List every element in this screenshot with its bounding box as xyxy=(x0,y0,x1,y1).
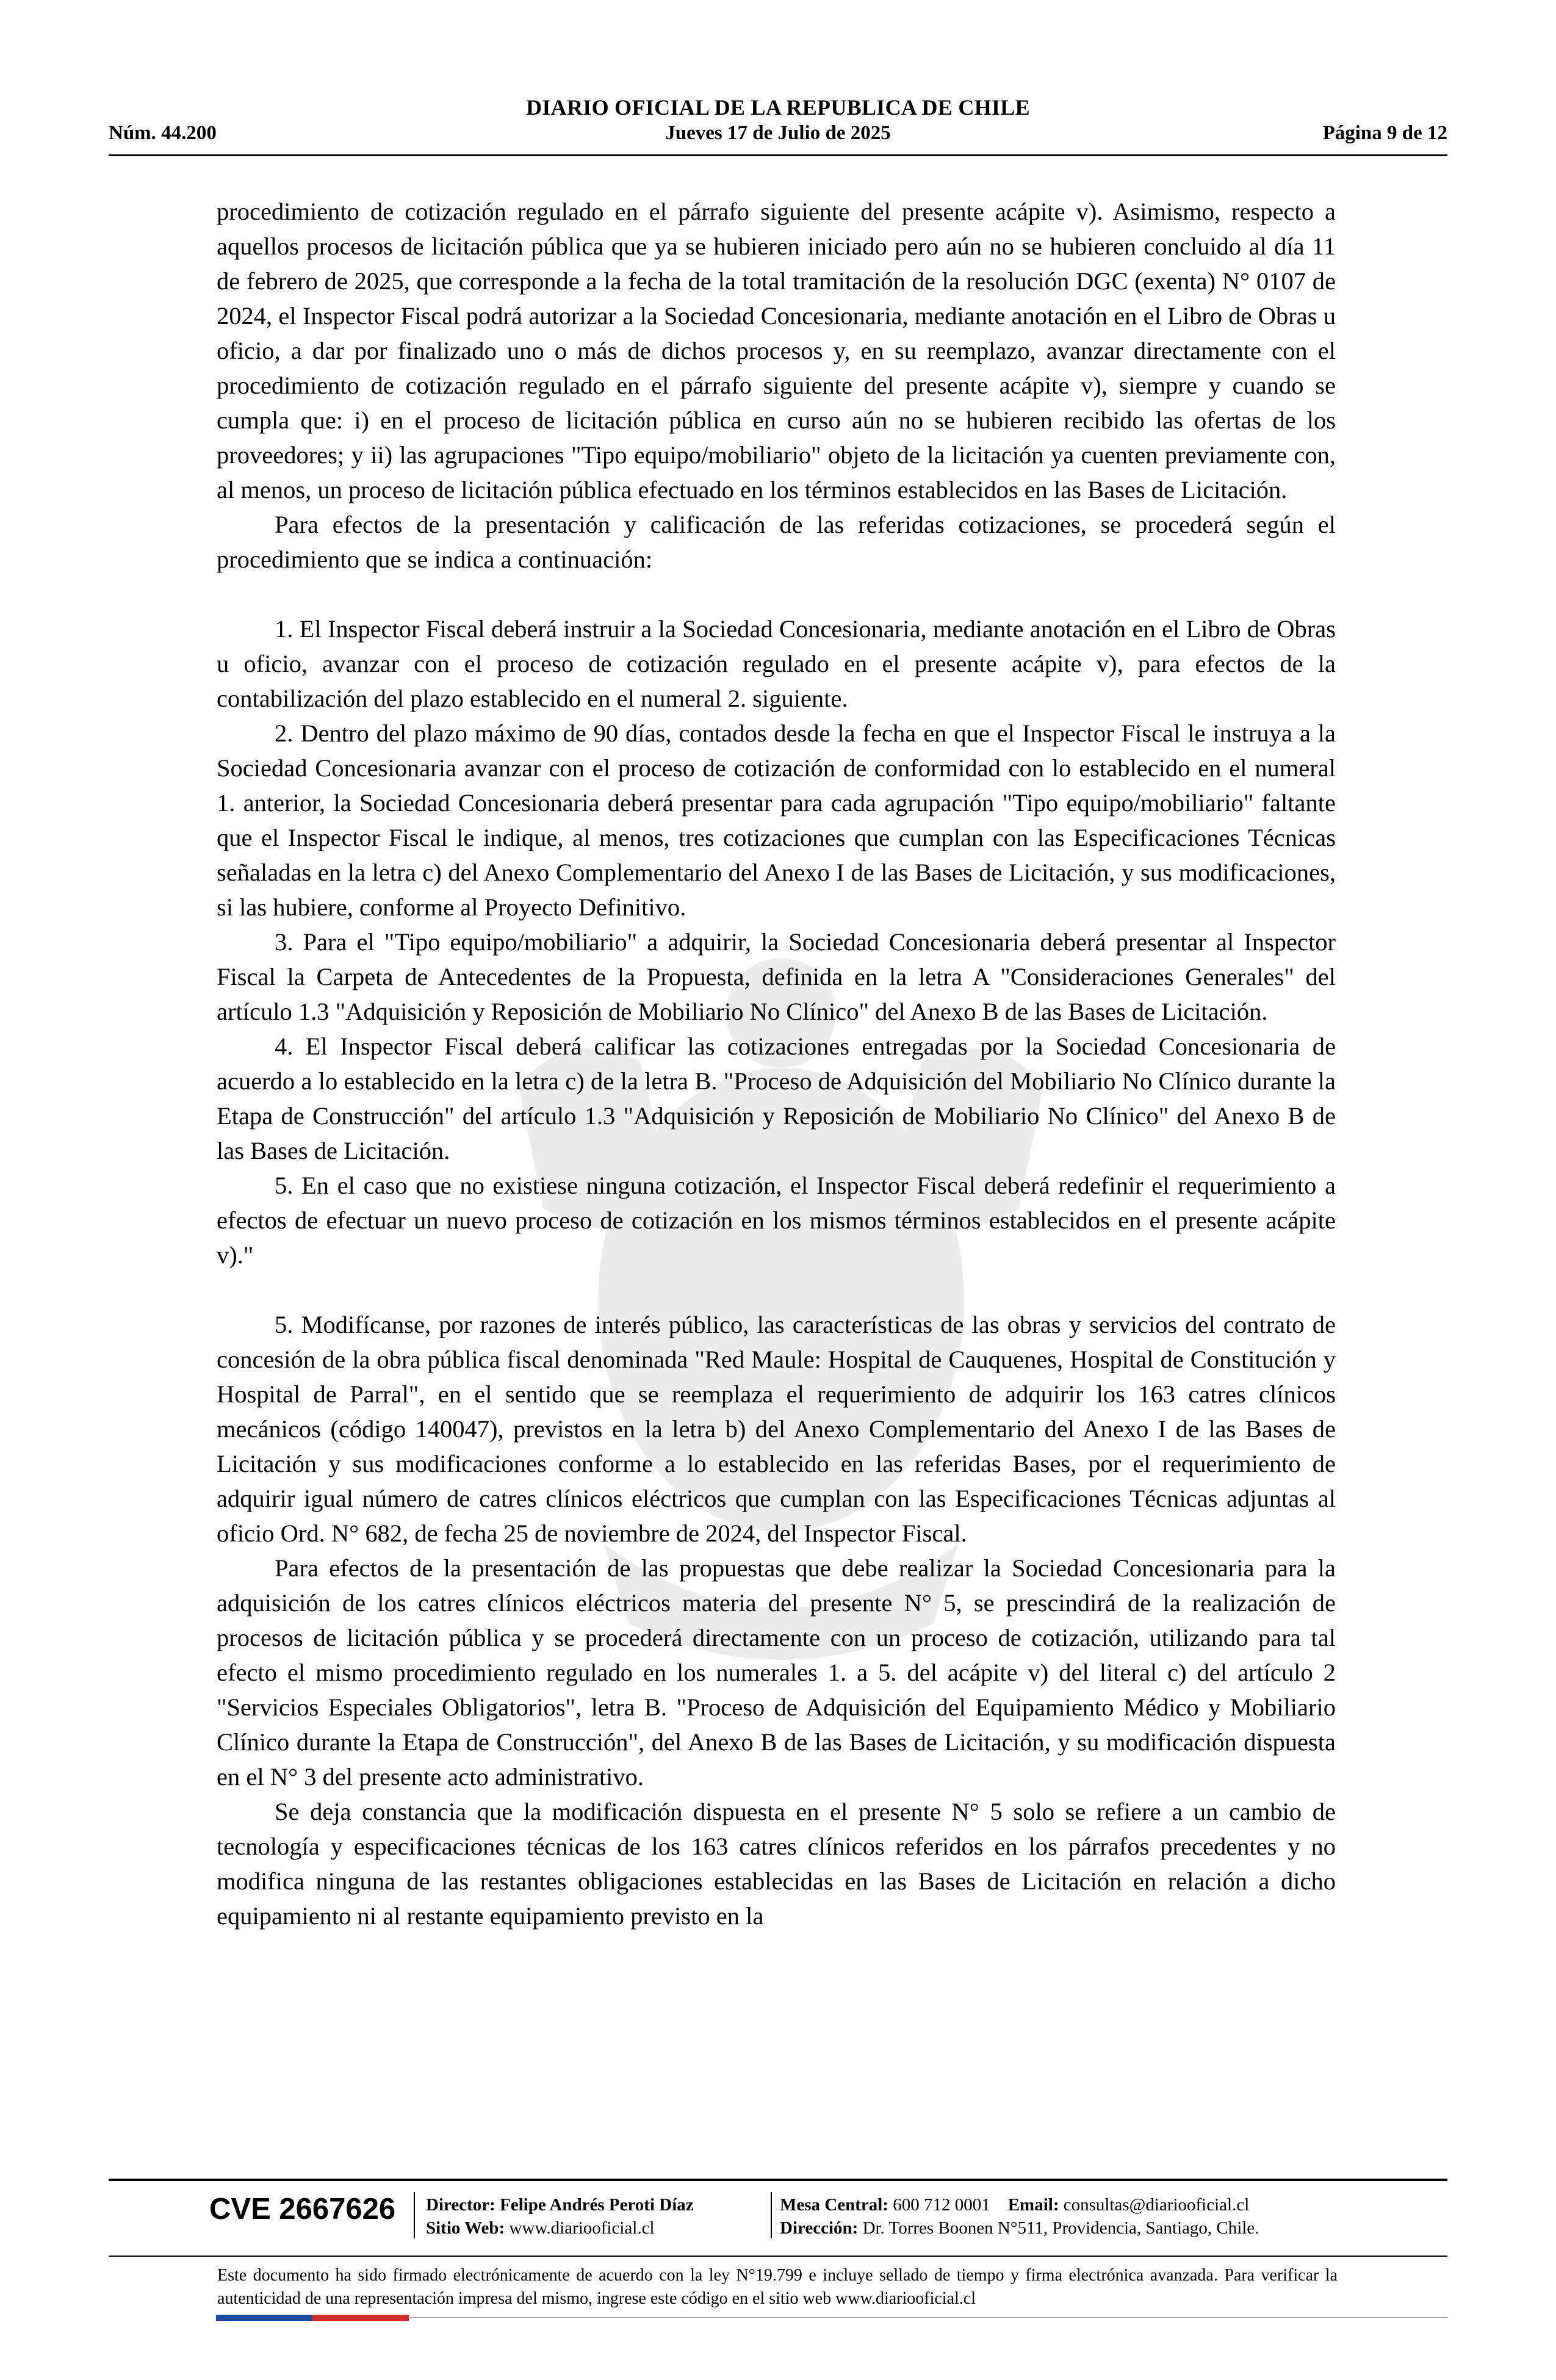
legal-notice: Este documento ha sido firmado electrónicamente de acuerdo con la ley N°19.799 e incluye sellado de tiempo y firma electrónica avanzada. Para verificar la autenticidad de una representación impresa del mismo, ingrese este código en el sitio web www.diariooficial.cl xyxy=(217,2266,1338,2308)
email-link[interactable]: consultas@diariooficial.cl xyxy=(1063,2195,1250,2215)
cve-code: CVE 2667626 xyxy=(209,2193,396,2226)
gazette-title: DIARIO OFICIAL DE LA REPUBLICA DE CHILE xyxy=(526,95,1030,120)
page-number: Página 9 de 12 xyxy=(1322,122,1447,144)
page-header xyxy=(109,95,1447,159)
document-body xyxy=(217,194,1336,1933)
body-paragraph: 5. En el caso que no existiese ninguna cotización, el Inspector Fiscal deberá redefinir el requerimiento a efectos de efectuar un nuevo proceso de cotización en los mismos términos establecidos en el presente acápite v)." xyxy=(217,1172,1336,1269)
body-paragraph: 4. El Inspector Fiscal deberá calificar las cotizaciones entregadas por la Sociedad Concesionaria de acuerdo a lo establecido en la letra c) de la letra B. "Proceso de Adquisición del Mobiliario No Clínico durante la Etapa de Construcción" del artículo 1.3 "Adquisición y Reposición de Mobiliario No Clínico" del Anexo B de las Bases de Licitación. xyxy=(217,1033,1336,1164)
email-label: Email: xyxy=(1007,2195,1059,2215)
footer-mid-rule xyxy=(109,2256,1447,2257)
address-label: Dirección: xyxy=(780,2218,859,2238)
body-paragraph: 1. El Inspector Fiscal deberá instruir a la Sociedad Concesionaria, mediante anotación en el Libro de Obras u oficio, avanzar con el proceso de cotización regulado en el presente acápite v), para efectos de la contabilización del plazo establecido en el numeral 2. siguiente. xyxy=(217,615,1336,712)
footer-separator xyxy=(771,2192,772,2238)
footer-top-rule xyxy=(109,2179,1447,2181)
body-paragraph: 2. Dentro del plazo máximo de 90 días, contados desde la fecha en que el Inspector Fiscal le instruya a la Sociedad Concesionaria avanzar con el proceso de cotización de conformidad con lo establecido en el numeral 1. anterior, la Sociedad Concesionaria deberá presentar para cada agrupación "Tipo equipo/mobiliario" faltante que el Inspector Fiscal le indique, al menos, tres cotizaciones que cumplan con las Especificaciones Técnicas señaladas en la letra c) del Anexo Complementario del Anexo I de las Bases de Licitación, y sus modificaciones, si las hubiere, conforme al Proyecto Definitivo. xyxy=(217,719,1336,921)
footer-director-block xyxy=(426,2193,694,2240)
issue-date: Jueves 17 de Julio de 2025 xyxy=(665,122,891,144)
flag-red-stripe xyxy=(312,2315,409,2321)
body-paragraph: 3. Para el "Tipo equipo/mobiliario" a adquirir, la Sociedad Concesionaria deberá presentar al Inspector Fiscal la Carpeta de Antecedentes de la Propuesta, definida en la letra A "Consideraciones Generales" del artículo 1.3 "Adquisición y Reposición de Mobiliario No Clínico" del Anexo B de las Bases de Licitación. xyxy=(217,928,1336,1025)
header-rule xyxy=(109,154,1447,156)
footer-bottom-rule xyxy=(409,2317,1447,2318)
central-label: Mesa Central: xyxy=(780,2195,888,2215)
chile-flag-bar xyxy=(216,2315,409,2321)
website-link[interactable]: www.diariooficial.cl xyxy=(509,2218,655,2238)
address-text: Dr. Torres Boonen N°511, Providencia, Santiago, Chile. xyxy=(862,2218,1259,2238)
director-label: Director: xyxy=(426,2195,495,2215)
director-name: Felipe Andrés Peroti Díaz xyxy=(500,2195,694,2215)
body-paragraph: Para efectos de la presentación y calificación de las referidas cotizaciones, se procederá según el procedimiento que se indica a continuación: xyxy=(217,511,1336,573)
website-label: Sitio Web: xyxy=(426,2218,505,2238)
body-paragraph: Se deja constancia que la modificación dispuesta en el presente N° 5 solo se refiere a un cambio de tecnología y especificaciones técnicas de los 163 catres clínicos referidos en los párrafos precedentes y no modifica ninguna de las restantes obligaciones establecidas en las Bases de Licitación en relación a dicho equipamiento ni al restante equipamiento previsto en la xyxy=(217,1798,1336,1930)
paragraph-gap xyxy=(217,577,1336,611)
body-paragraph: Para efectos de la presentación de las propuestas que debe realizar la Sociedad Concesionaria para la adquisición de los catres clínicos eléctricos materia del presente N° 5, se prescindirá de la realización de procesos de licitación pública y se procederá directamente con un proceso de cotización, utilizando para tal efecto el mismo procedimiento regulado en los numerales 1. a 5. del acápite v) del literal c) del artículo 2 "Servicios Especiales Obligatorios", letra B. "Proceso de Adquisición del Equipamiento Médico y Mobiliario Clínico durante la Etapa de Construcción", del Anexo B de las Bases de Licitación, y su modificación dispuesta en el N° 3 del presente acto administrativo. xyxy=(217,1554,1336,1790)
central-phone: 600 712 0001 xyxy=(893,2195,990,2215)
body-paragraph: procedimiento de cotización regulado en el párrafo siguiente del presente acápite v). Asimismo, respecto a aquellos procesos de licitación pública que ya se hubieren iniciado pero aún no se hubieren concluido al día 11 de febrero de 2025, que corresponde a la fecha de la total tramitación de la resolución DGC (exenta) N° 0107 de 2024, el Inspector Fiscal podrá autorizar a la Sociedad Concesionaria, mediante anotación en el Libro de Obras u oficio, a dar por finalizado uno o más de dichos procesos y, en su reemplazo, avanzar directamente con el procedimiento de cotización regulado en el párrafo siguiente del presente acápite v), siempre y cuando se cumpla que: i) en el proceso de licitación pública en curso aún no se hubieren recibido las ofertas de los proveedores; y ii) las agrupaciones "Tipo equipo/mobiliario" objeto de la licitación ya cuenten previamente con, al menos, un proceso de licitación pública efectuado en los términos establecidos en las Bases de Licitación. xyxy=(217,198,1336,503)
paragraph-gap xyxy=(217,1272,1336,1307)
issue-number: Núm. 44.200 xyxy=(109,122,217,144)
footer-separator xyxy=(414,2192,415,2238)
body-paragraph: 5. Modifícanse, por razones de interés público, las características de las obras y servicios del contrato de concesión de la obra pública fiscal denominada "Red Maule: Hospital de Cauquenes, Hospital de Constitución y Hospital de Parral", en el sentido que se reemplaza el requerimiento de adquirir los 163 catres clínicos mecánicos (código 140047), previstos en la letra b) del Anexo Complementario del Anexo I de las Bases de Licitación y sus modificaciones conforme a lo establecido en las referidas Bases, por el requerimiento de adquirir igual número de catres clínicos eléctricos que cumplan con las Especificaciones Técnicas adjuntas al oficio Ord. N° 682, de fecha 25 de noviembre de 2024, del Inspector Fiscal. xyxy=(217,1311,1336,1547)
flag-blue-stripe xyxy=(216,2315,312,2321)
footer-contact-block xyxy=(780,2193,1259,2240)
